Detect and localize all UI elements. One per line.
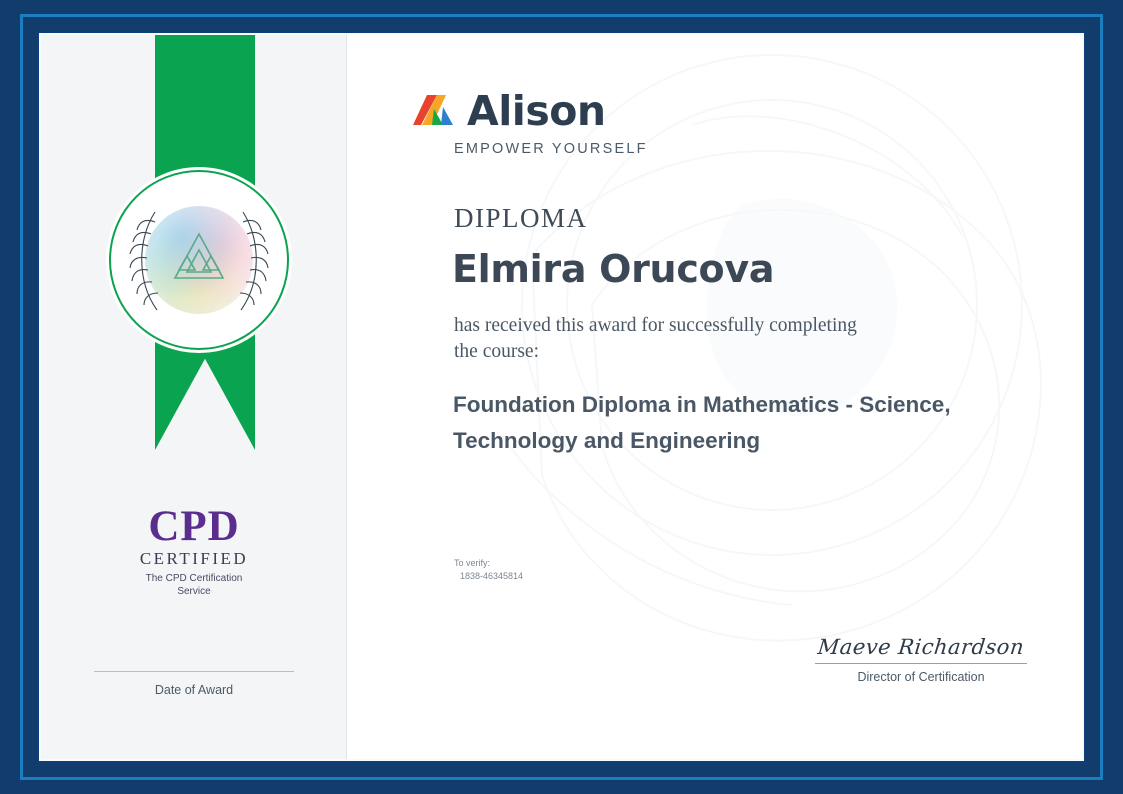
verify-code: 1838-46345814 bbox=[460, 570, 524, 581]
left-panel bbox=[41, 35, 347, 759]
verify-label: To verify: bbox=[454, 558, 491, 568]
signature-name: Maeve Richardson bbox=[816, 635, 1026, 659]
laurel-wreath-seal-icon bbox=[109, 170, 289, 350]
course-title: Foundation Diploma in Mathematics - Science, Technology and Engineering bbox=[453, 392, 951, 453]
cpd-service-line-2: Service bbox=[177, 585, 211, 597]
cpd-service-line-1: The CPD Certification bbox=[145, 573, 243, 584]
cpd-subtitle: CERTIFIED bbox=[139, 549, 249, 568]
certificate-body bbox=[41, 35, 1082, 759]
cpd-logo bbox=[41, 505, 347, 598]
certificate-type-label: DIPLOMA bbox=[454, 203, 588, 233]
signature-block bbox=[815, 635, 1027, 684]
signature-line bbox=[815, 663, 1027, 664]
date-of-award-line bbox=[94, 671, 294, 672]
brand-name: Alison bbox=[467, 87, 606, 135]
award-statement: has received this award for successfully completing the course: bbox=[454, 315, 857, 362]
laurel-branches-icon bbox=[111, 172, 287, 348]
alison-logo-icon bbox=[413, 91, 457, 131]
signature-role: Director of Certification bbox=[857, 670, 985, 684]
right-panel bbox=[347, 35, 1082, 759]
date-of-award-label: Date of Award bbox=[154, 683, 234, 697]
brand-lockup bbox=[413, 87, 606, 135]
cpd-title: CPD bbox=[148, 503, 240, 550]
verification-block bbox=[454, 557, 523, 582]
recipient-name: Elmira Orucova bbox=[452, 247, 775, 291]
brand-tagline: EMPOWER YOURSELF bbox=[454, 141, 648, 157]
